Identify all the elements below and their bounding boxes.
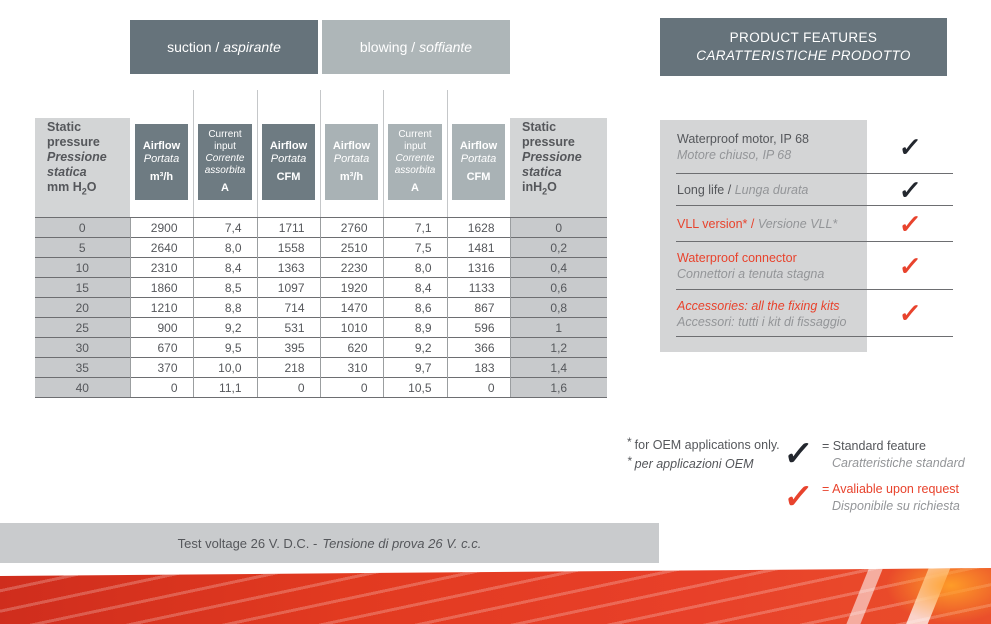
table-cell: 0,2: [510, 238, 607, 258]
table-cell: 867: [447, 298, 510, 318]
table-cell: 8,0: [383, 258, 447, 278]
table-cell: 9,2: [383, 338, 447, 358]
table-row: [35, 298, 607, 318]
product-features-title-it: CARATTERISTICHE PRODOTTO: [696, 48, 911, 63]
col-title-en: Current input: [208, 129, 242, 152]
col-title-en: Static pressure: [47, 120, 100, 149]
table-cell: 0: [447, 378, 510, 398]
table-cell: 0: [510, 218, 607, 238]
table-cell: 0,6: [510, 278, 607, 298]
feature-label-en: Waterproof connector: [677, 251, 797, 265]
col-title-it: Portata: [270, 153, 307, 165]
col-title-it: Pressione statica: [522, 150, 582, 179]
col-unit: m³/h: [149, 171, 174, 183]
table-cell: 5: [35, 238, 130, 258]
table-cell: 7,4: [193, 218, 257, 238]
table-cell: 2900: [130, 218, 193, 238]
legend-standard: [822, 438, 965, 472]
table-cell: 0,8: [510, 298, 607, 318]
check-icon: ✓: [897, 174, 923, 205]
table-cell: 1363: [257, 258, 320, 278]
table-cell: 1628: [447, 218, 510, 238]
check-icon: ✓: [897, 208, 923, 239]
feature-label-en: VLL version* /: [677, 217, 755, 231]
table-cell: 596: [447, 318, 510, 338]
performance-table: [35, 118, 607, 398]
blowing-label-it: soffiante: [419, 39, 473, 55]
table-cell: 20: [35, 298, 130, 318]
table-cell: 218: [257, 358, 320, 378]
col-title-en: Current input: [398, 129, 432, 152]
check-icon: ✓: [897, 298, 923, 328]
col-title-it: Pressione statica: [47, 150, 107, 179]
col-header-current-blowing: [383, 118, 447, 218]
diagonal-stripes: [0, 566, 991, 624]
table-cell: 1316: [447, 258, 510, 278]
table-cell: 10,5: [383, 378, 447, 398]
divider: [676, 336, 953, 337]
table-cell: 900: [130, 318, 193, 338]
table-cell: 1,4: [510, 358, 607, 378]
table-cell: 1210: [130, 298, 193, 318]
table-cell: 366: [447, 338, 510, 358]
feature-label-it: Accessori: tutti i kit di fissaggio: [677, 314, 847, 329]
col-title-en: Airflow: [332, 140, 371, 152]
legend-standard-it: Caratteristiche standard: [832, 456, 965, 470]
table-cell: 1470: [320, 298, 383, 318]
col-header-static-pressure-in: [510, 118, 607, 218]
feature-label-it: Versione VLL*: [757, 217, 838, 231]
table-cell: 0: [320, 378, 383, 398]
col-header-airflow-m3h-suction: [130, 118, 193, 218]
feature-row-waterproof-motor: [660, 120, 953, 174]
suction-label-en: suction /: [167, 39, 220, 55]
suction-label-it: aspirante: [223, 39, 281, 55]
table-cell: 0: [257, 378, 320, 398]
table-cell: 1,2: [510, 338, 607, 358]
table-row: [35, 278, 607, 298]
product-features-title-en: PRODUCT FEATURES: [729, 30, 878, 45]
col-title-en: Airflow: [142, 140, 181, 152]
table-cell: 1097: [257, 278, 320, 298]
check-icon: ✓: [782, 435, 815, 473]
table-row: [35, 218, 607, 238]
col-title-it: Corrente assorbita: [204, 153, 246, 176]
blowing-label-en: blowing /: [359, 39, 416, 55]
feature-label-it: Connettori a tenuta stagna: [677, 267, 825, 281]
col-header-static-pressure-mm: [35, 118, 130, 218]
feature-row-long-life: [660, 174, 953, 206]
table-cell: 2640: [130, 238, 193, 258]
table-cell: 1,6: [510, 378, 607, 398]
table-cell: 15: [35, 278, 130, 298]
test-voltage-en: Test voltage 26 V. D.C. -: [177, 535, 318, 551]
table-cell: 670: [130, 338, 193, 358]
col-title-en: Airflow: [269, 140, 308, 152]
table-cell: 2760: [320, 218, 383, 238]
col-header-current-suction: [193, 118, 257, 218]
col-unit: CFM: [466, 171, 491, 183]
table-cell: 1711: [257, 218, 320, 238]
col-title-it: Corrente assorbita: [394, 153, 436, 176]
legend-request: [822, 481, 960, 515]
table-cell: 25: [35, 318, 130, 338]
table-cell: 30: [35, 338, 130, 358]
feature-label-en: Waterproof motor, IP 68: [677, 132, 810, 146]
feature-row-vll-version: [660, 206, 953, 242]
table-cell: 40: [35, 378, 130, 398]
table-cell: 0: [130, 378, 193, 398]
legend-standard-en: = Standard feature: [822, 439, 926, 453]
table-cell: 10: [35, 258, 130, 278]
check-icon: ✓: [897, 250, 923, 281]
table-cell: 0: [35, 218, 130, 238]
table-row: [35, 318, 607, 338]
table-cell: 8,8: [193, 298, 257, 318]
oem-note-en: * for OEM applications only.: [627, 435, 780, 452]
check-icon: ✓: [782, 478, 815, 516]
table-cell: 7,1: [383, 218, 447, 238]
table-cell: 8,9: [383, 318, 447, 338]
col-unit: CFM: [276, 171, 301, 183]
oem-note: [627, 436, 780, 474]
orange-glow: [886, 548, 991, 623]
table-cell: 7,5: [383, 238, 447, 258]
col-title-it: Portata: [460, 153, 497, 165]
table-cell: 2510: [320, 238, 383, 258]
decorative-red-band: [0, 566, 991, 624]
table-cell: 9,2: [193, 318, 257, 338]
table-cell: 1481: [447, 238, 510, 258]
table-cell: 2230: [320, 258, 383, 278]
table-cell: 714: [257, 298, 320, 318]
table-cell: 8,0: [193, 238, 257, 258]
feature-label-it: Motore chiuso, IP 68: [677, 148, 792, 162]
feature-label-en: Long life /: [677, 183, 732, 197]
table-cell: 370: [130, 358, 193, 378]
col-header-airflow-cfm-blowing: [447, 118, 510, 218]
table-cell: 395: [257, 338, 320, 358]
table-cell: 8,4: [383, 278, 447, 298]
col-header-airflow-cfm-suction: [257, 118, 320, 218]
feature-label-en: Accessories: all the fixing kits: [677, 298, 840, 313]
col-unit: mm $H_2O$: [47, 180, 97, 197]
legend-request-en: = Avaliable upon request: [822, 482, 960, 496]
table-cell: 11,1: [193, 378, 257, 398]
table-cell: 1558: [257, 238, 320, 258]
feature-row-waterproof-connector: [660, 242, 953, 290]
asterisk: *: [627, 435, 632, 449]
col-title-it: Portata: [333, 153, 370, 165]
table-cell: 183: [447, 358, 510, 378]
asterisk: *: [627, 454, 632, 468]
product-features-header: [660, 18, 947, 76]
col-title-en: Static pressure: [522, 120, 575, 149]
feature-row-accessories: [660, 290, 953, 337]
col-unit: A: [221, 182, 229, 194]
test-voltage-it: Tensione di prova 26 V. c.c.: [322, 535, 482, 551]
table-cell: 8,6: [383, 298, 447, 318]
table-cell: 620: [320, 338, 383, 358]
table-cell: 9,7: [383, 358, 447, 378]
table-cell: 10,0: [193, 358, 257, 378]
blowing-section-header: [322, 20, 510, 74]
table-cell: 1860: [130, 278, 193, 298]
table-body: [35, 218, 607, 398]
table-cell: 35: [35, 358, 130, 378]
col-title-en: Airflow: [459, 140, 498, 152]
col-title-it: Portata: [143, 153, 180, 165]
table-row: [35, 378, 607, 398]
legend-request-it: Disponibile su richiesta: [832, 499, 960, 513]
table-cell: 1133: [447, 278, 510, 298]
table-cell: 1: [510, 318, 607, 338]
product-features-list: [660, 120, 953, 352]
table-cell: 0,4: [510, 258, 607, 278]
test-voltage-bar: [0, 523, 659, 563]
table-cell: 9,5: [193, 338, 257, 358]
table-row: [35, 358, 607, 378]
suction-section-header: [130, 20, 318, 74]
table-cell: 1920: [320, 278, 383, 298]
check-icon: ✓: [897, 131, 923, 162]
table-cell: 531: [257, 318, 320, 338]
col-unit: A: [411, 182, 419, 194]
table-row: [35, 238, 607, 258]
table-cell: 8,4: [193, 258, 257, 278]
table-header-row: [35, 118, 607, 218]
table-cell: 1010: [320, 318, 383, 338]
col-unit: m³/h: [339, 171, 364, 183]
col-header-airflow-m3h-blowing: [320, 118, 383, 218]
table-cell: 310: [320, 358, 383, 378]
table-cell: 2310: [130, 258, 193, 278]
feature-label-it: Lunga durata: [734, 183, 809, 197]
table-row: [35, 338, 607, 358]
col-unit: inH$_2$O: [522, 180, 557, 197]
table-cell: 8,5: [193, 278, 257, 298]
table-row: [35, 258, 607, 278]
oem-note-it: * per applicazioni OEM: [627, 454, 754, 471]
